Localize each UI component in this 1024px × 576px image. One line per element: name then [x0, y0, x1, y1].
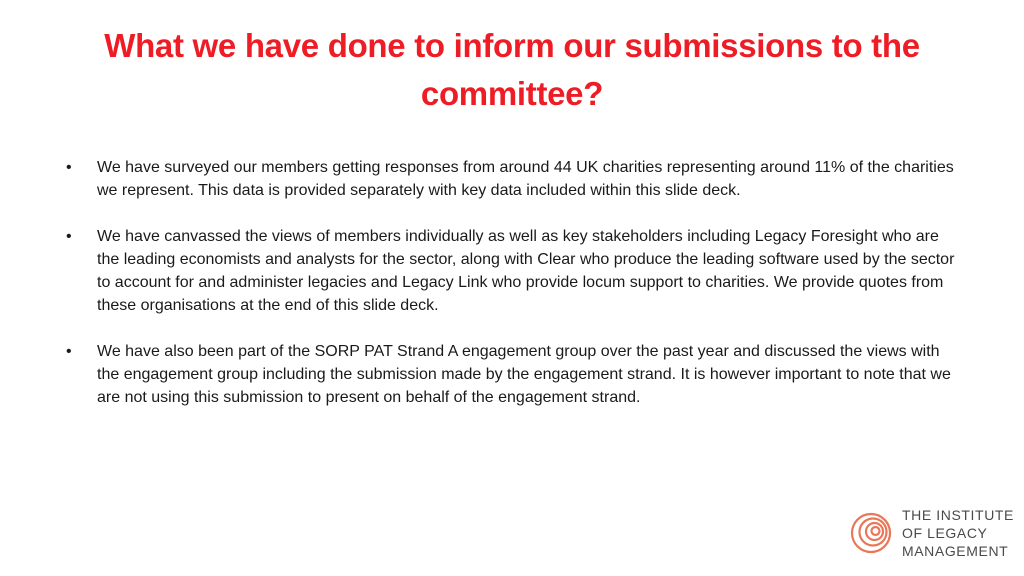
bullet-item	[64, 340, 964, 409]
bullet-text: We have canvassed the views of members individually as well as key stakeholders including Legacy Foresight who are the leading economists and analysts for the sector, along with Clear who produce the leading software used by the sector to account for and administer legacies and Legacy Link who provide locum support to charities. We provide quotes from these organisations at the end of this slide deck.	[97, 228, 955, 314]
bullet-marker: •	[66, 343, 72, 360]
institute-logo	[850, 506, 1014, 560]
bullet-marker: •	[66, 228, 72, 245]
bullet-text: We have also been part of the SORP PAT Strand A engagement group over the past year and discussed the views with the engagement group including the submission made by the engagement strand. It is however important to note that we are not using this submission to present on behalf of the engagement strand.	[97, 343, 951, 406]
concentric-circles-icon	[850, 512, 892, 554]
bullet-list	[64, 156, 964, 432]
bullet-item	[64, 225, 964, 317]
bullet-item	[64, 156, 964, 202]
logo-line: THE INSTITUTE	[901, 507, 1014, 523]
slide-title: What we have done to inform our submissions to the committee?	[104, 27, 920, 112]
logo-wordmark	[902, 506, 1014, 560]
bullet-marker: •	[66, 159, 72, 176]
logo-line: OF LEGACY	[901, 525, 988, 541]
bullet-text: We have surveyed our members getting responses from around 44 UK charities representing around 11% of the charities we represent. This data is provided separately with key data included within this slide deck.	[97, 159, 954, 199]
logo-line: MANAGEMENT	[901, 543, 1009, 559]
